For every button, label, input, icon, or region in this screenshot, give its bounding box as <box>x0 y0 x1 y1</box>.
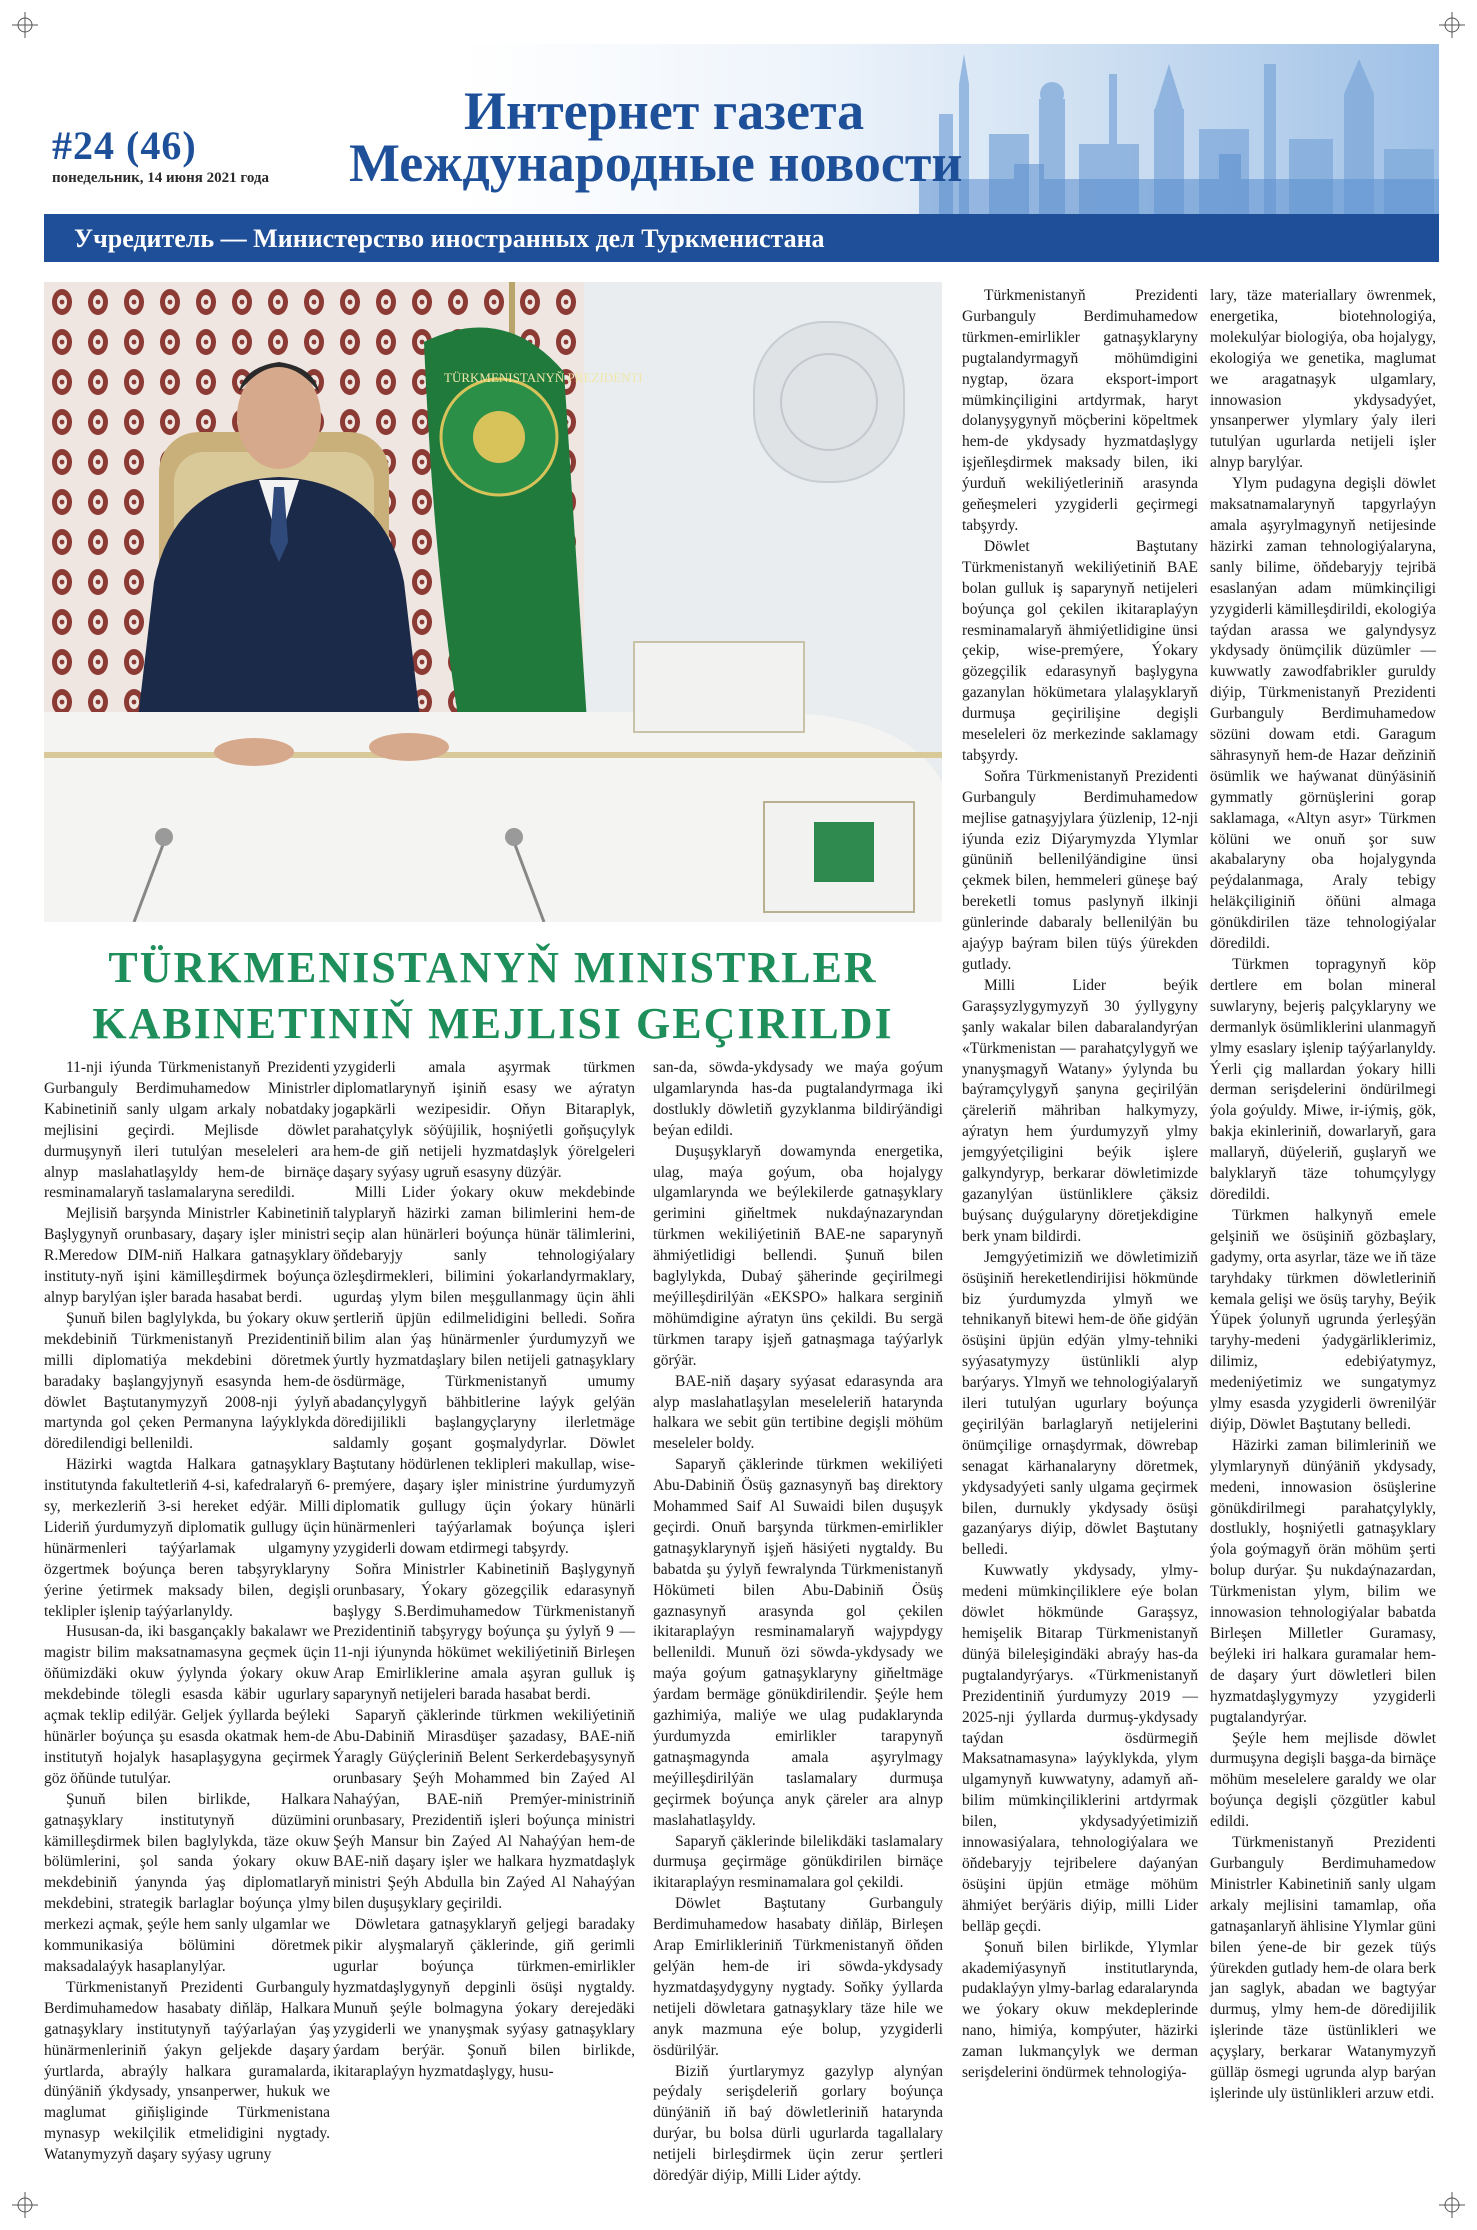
founder-bar <box>44 214 1439 262</box>
paragraph: Milli Lider beýik Garaşsyzlygymyzyň 30 ýyllygyny şanly wakalar bilen dabaralandyrýan «Türkmenistan — parahatçylygyň we ynanyşmagyň Watany» ýylynda bu baýramçylygyň şanyna geçirilýän çäreleriň mähriban halkymyzy, aýratyn hem ýurdumyzyň ylmy jemgyýetçiligini beýik işlere galkyndyryp, berkarar döwletimizde gazanylýan üstünliklere çäksiz buýsanç duýgularyny döretjekdigine berk ynam bildirdi. <box>962 976 1198 1245</box>
paragraph: Ylym pudagyna degişli döwlet maksatnamalarynyň tapgyrlaýyn amala aşyrylmagynyň netijesinde häzirki zaman tehnologiýalaryna, sanly bilime, öňdebaryjy tejribä esaslanýan adam mümkinçiligi yzygiderli kämilleşdirildi, ekologiýa taýdan arassa we galyndysyz ykdysady önümçilik düzümler — kuwwatly zawodfabrikler guruldy diýip, Türkmenistanyň Prezidenti Gurbanguly Berdimuhamedow sözüni dowam etdi. Garagum sährasynyň hem-de Hazar deňziniň ösümlik we haýwanat dünýäsiniň gymmatly görnüşlerini gorap saklamaga, «Altyn asyr» Türkmen kölüni we onuň şor suw akabalaryny oba hojalygynda peýdalanmaga, Araly tebigy heläkçiliginiň öňüni almaga gönükdirilen täze tehnologiýalar döredildi. <box>1210 475 1436 953</box>
masthead-title-line1: Интернет газета <box>464 81 865 141</box>
paragraph: BAE-niň daşary syýasat edarasynda ara alyp maslahatlaşylan meseleleriň hatarynda halkara we sebit gün tertibine degişli möhüm meseleler boldy. <box>653 1372 943 1453</box>
paragraph: Duşuşyklaryň dowamynda energetika, ulag, maýa goýum, oba hojalygy ulgamlarynda we beýlekilerde gatnaşyklary gerimini giňeltmek nukdaýnazaryndan türkmen wekiliýetiniň BAE-ne saparynyň ähmiýetlidigi bellendi. Şunuň bilen baglylykda, Dubaý şäherinde geçirilmegi meýilleşdirilýän «EKSPO» halkara serginiň möhümdigine aýratyn üns çekildi. Bu sergä türkmen tarapy işjeň gatnaşmaga taýýarlyk görýär. <box>653 1142 943 1369</box>
text-column-2 <box>333 1058 635 2082</box>
paragraph: yzygiderli amala aşyrmak türkmen diplomatlarynyň işiniň esasy we aýratyn jogapkärli wezipesidir. Oňyn Bitaraplyk, parahatçylyk söýüjilik, hoşniýetli goňşuçylyk hem-de giň netijeli hyzmatdaşlyk ýörelgeleri daşary syýasy ugruň esasyny düzýär. <box>333 1059 635 1181</box>
paragraph: Türkmen topragynyň köp dertlere em bolan mineral suwlaryny, bejeriş palçyklaryny we dermanlyk ösümliklerini ulanmagyň ylmy esaslary işlenip taýýarlanyldy. Ýerli çig mallardan ýokary hilli derman serişdelerini öndürilmegi ýola goýuldy. Miwe, ir-iýmiş, gök, bakja ekinleriniň, dowarlaryň, gara mallaryň, düýeleriň, guşlaryň we balyklaryň täze tohumçylygy döredildi. <box>1210 956 1436 1203</box>
text-column-5 <box>1210 286 1436 2105</box>
paragraph: Şunuň bilen birlikde, Halkara gatnaşyklary institutynyň düzümini kämilleşdirmek bilen baglylykda, täze okuw bölümlerini, şol sanda ýokary okuw mekdebiniň ýanynda ýaş diplomatlaryň mekdebini, strategik barlaglar boýunça ylmy merkezi açmak, şeýle hem sanly ulgamlar we kommunikasiýa bölümini döretmek maksadalaýyk hasaplanylýar. <box>44 1790 330 1975</box>
paragraph: san-da, söwda-ykdysady we maýa goýum ulgamlarynda has-da pugtalandyrmaga iki dostlukly döwletiň gyzyklanma bildirýändigi beýan edildi. <box>653 1059 943 1139</box>
paragraph: Şunuň bilen baglylykda, bu ýokary okuw mekdebiniň Türkmenistanyň Prezidentiniň milli diplomatiýa mekdebini döretmek baradaky başlangyjynyň esasynda hem-de döwlet Baştutanymyzyň 2008-nji ýylyň martynda gol çeken Permanyna laýyklykda döredilendigi bellenildi. <box>44 1309 330 1453</box>
paragraph: Hususan-da, iki basgançakly bakalawr we magistr bilim maksatnamasyna geçmek üçin öňümizdäki okuw ýylynda ýokary okuw mekdebinde tölegli esasda käbir ugurlary açmak teklip edilýär. Geljek ýyllarda beýleki hünärler boýunça şu esasda okatmak hem-de institutyň hojalyk hasaplaşygyna geçirmek göz öňünde tutulýar. <box>44 1623 330 1787</box>
paragraph: Şonuň bilen birlikde, Ylymlar akademiýasynyň institutlarynda, pudaklaýyn ylmy-barlag edaralarynda we ýokary okuw mekdeplerinde nano, himiýa, kompýuter, häzirki zaman lukmançylyk we derman serişdelerini öndürmek tehnologiýa- <box>962 1938 1198 2082</box>
paragraph: Häzirki zaman bilimleriniň we ylymlarynyň dünýäniň ykdysady, medeni, innowasion ösüşlerine gönükdirilmegi parahatçylykly, dostlukly, hoşniýetli gatnaşyklary ýola goýmagyň örän möhüm şerti bolup durýar. Şu nukdaýnazardan, Türkmenistan ylym, bilim we innowasion tehnologiýalar babatda Birleşen Milletler Guramasy, beýleki iri halkara guramalar hem-de daşary ýurt döwletleri bilen hyzmatdaşlygymyzy yzygiderli pugtalandyrýar. <box>1210 1436 1436 1726</box>
paragraph: Saparyň çäklerinde türkmen wekiliýeti Abu-Dabiniň Ösüş gaznasynyň baş direktory Mohammed Saif Al Suwaidi bilen duşuşyk geçirdi. Onuň barşynda türkmen-emirlikler gatnaşyklarynyň işjeň häsiýeti nygtaldy. Bu babatda şu ýylyň fewralynda Türkmenistanyň Hökümeti bilen Abu-Dabiniň Ösüş gaznasynyň arasynda gol çekilen ikitaraplaýyn resminamalaryň wajypdygy bellenildi. Munuň özi söwda-ykdysady we maýa goýum gatnaşyklaryny giňeltmäge ýardam bermäge gönükdirilendir. Şeýle hem gazhimiýa, maliýe we ulag pudaklarynda ýurdumyzda emirlikler tarapynyň gatnaşmagynda amala aşyrylmagy meýilleşdirilýän taslamalary durmuşa geçirmek boýunça anyk çäreler ara alnyp maslahatlaşyldy. <box>653 1456 943 1829</box>
paragraph: Milli Lider ýokary okuw mekdebinde talyplaryň häzirki zaman bilimlerini hem-de seçip alan hünärleri boýunça hünär tälimlerini, öňdebaryjy sanly tehnologiýalary özleşdirmekleri, bilimini ýokarlandyrmaklary, ugurdaş ylym bilen meşgullanmagy üçin ähli şertleriň üpjün edilmelidigini belledi. Soňra bilim alan ýaş hünärmenler ýurdumyzyň we ýurtly hyzmatdaşlary bilen netijeli gatnaşyklary ösdürmäge, Türkmenistanyň umumy abadançylygyň bähbitlerine laýyk gelýän döredijilikli başlangyçlaryny ilerletmäge saldamly goşant goşmalydyrlar. Döwlet Baştutany hödürlenen teklipleri makullap, wise-premýere, daşary işler ministrine ýurdumyzyň diplomatik gullugy üçin ýokary hünärli hünärmenleri taýýarlamak boýunça işleri yzygiderli dowam etdirmegi tabşyrdy. <box>333 1184 635 1557</box>
paragraph: Häzirki wagtda Halkara gatnaşyklary institutynda fakultetleriň 4-si, kafedralaryň 6-sy, merkezleriň 3-si hereket edýär. Milli Lideriň ýurdumyzyň diplomatik gullugy üçin hünärmenleri taýýarlamak ulgamyny özgertmek boýunça beren tabşyryklaryny ýerine ýetirmek maksady bilen, degişli teklipler işlenip taýýarlanyldy. <box>44 1456 330 1620</box>
issue-number: #24 (46) <box>52 123 197 168</box>
paragraph: Saparyň çäklerinde türkmen wekiliýetiniň Abu-Dabiniň Mirasdüşer şazadasy, BAE-niň Ýaragly Güýçleriniň Belent Serkerdebaşysynyň orunbasary Şeýh Mohammed bin Zaýed Al Nahaýýan, BAE-niň Premýer-ministriniň orunbasary, Prezidentiň işleri boýunça ministri Şeýh Mansur bin Zaýed Al Nahaýýan hem-de BAE-niň daşary işler we halkara hyzmatdaşlyk ministri Şeýh Abdulla bin Zaýed Al Nahaýýan bilen duşuşyklary geçirildi. <box>333 1707 635 1913</box>
paragraph: Jemgyýetimiziň we döwletimiziň ösüşiniň hereketlendirijisi hökmünde biz ýurdumyzda ylmyň we tehnikanyň bitewi hem-de öňe gidýän ösüşini üpjün edýän ylmy-tehniki syýasatymyzy üstünlikli alyp barýarys. Ylmyň we tehnologiýalaryň ileri tutulýan ugurlary boýunça geçirilýän barlaglaryň netijelerini önümçilige ornaşdyrmak, döwrebap senagat kärhanalaryny döretmek, ykdysadyýeti sanly ulgama geçirmek bilen, durnukly ykdysady ösüşi gazanýarys diýip, döwlet Baştutany belledi. <box>962 1248 1198 1559</box>
paragraph: Soňra Türkmenistanyň Prezidenti Gurbanguly Berdimuhamedow mejlise gatnaşyjylara ýüzlenip, 12-nji iýunda eziz Diýarymyzda Ylymlar gününiň bellenilýändigine ünsi çekmek bilen, hemmeleri güneşe baý bereketli tomus paslynyň ilkinji günlerinde dabaraly bellenilýän bu ajaýyp baýram bilen tüýs ýürekden gutlady. <box>962 767 1198 973</box>
flag-text: TÜRKMENISTANYŇ PREZIDENTI <box>444 370 643 385</box>
city-skyline-illustration <box>919 44 1439 214</box>
paragraph: lary, täze materiallary öwrenmek, energetika, biotehnologiýa, molekulýar biologiýa, oba hojalygy, ekologiýa we genetika, maglumat we aragatnaşyk ulgamlary, innowasion ykdysadyýet, ynsanperwer ylymlary ýaly ileri tutulýan ugurlarda netijeli işler alnyp barylýar. <box>1210 287 1436 472</box>
paragraph: Şeýle hem mejlisde döwlet durmuşyna degişli başga-da birnäçe möhüm meselelere garaldy we olar boýunça degişli çözgütler kabul edildi. <box>1210 1729 1436 1831</box>
founder-text: Учредитель — Министерство иностранных дел Туркменистана <box>74 224 825 253</box>
lead-photo <box>44 282 942 922</box>
text-column-3 <box>653 1058 943 2187</box>
issue-date: понедельник, 14 июня 2021 года <box>52 170 269 186</box>
paragraph: Saparyň çäklerinde bilelikdäki taslamalary durmuşa geçirmäge gönükdirilen birnäçe ikitaraplaýyn resminamalara gol çekildi. <box>653 1832 943 1892</box>
text-column-1 <box>44 1058 330 2166</box>
paragraph: 11-nji iýunda Türkmenistanyň Prezidenti Gurbanguly Berdimuhamedow Ministrler Kabinetiniň sanly ulgam arkaly nobatdaky mejlisini geçirdi. Mejlisde döwlet durmuşynyň ileri tutulýan meseleleri ara alnyp maslahatlaşyldy hem-de birnäçe resminamalaryň taslamalaryna seredildi. <box>44 1059 330 1202</box>
paragraph: Biziň ýurtlarymyz gazylyp alynýan peýdaly serişdeleriň gorlary boýunça dünýäniň iň baý döwletleriniň hatarynda durýar, bu bolsa dürli ugurlarda tagallalary netijeli birleşdirmek üçin zerur şertleri döredýär diýip, Milli Lider aýtdy. <box>653 2062 943 2185</box>
text-column-4 <box>962 286 1198 2084</box>
masthead-title-line2: Международные новости <box>349 133 963 193</box>
paragraph: Türkmenistanyň Prezidenti Gurbanguly Berdimuhamedow Ministrler Kabinetiniň sanly ulgam arkaly mejlisini tamamlap, oňa gatnaşanlaryň ählisine Ylymlar güni bilen ýene-de bir gezek tüýs ýürekden gutlady hem-de olara berk jan saglyk, abadan we bagtyýar durmuş, ylmy hem-de döredijilik işlerinde täze üstünlikleri we açyşlary, berkarar Watanymyzyň gülläp ösmegi ugrunda alyp barýan işlerinde uly üstünlikleri arzuw etdi. <box>1210 1834 1436 2102</box>
crop-mark-top-right <box>1439 12 1465 38</box>
paragraph: Mejlisiň barşynda Ministrler Kabinetiniň Başlygynyň orunbasary, daşary işler ministri R.Meredow DIM-niň Halkara gatnaşyklary instituty-nyň işini kämilleşdirmek boýunça alnyp barylýan işler barada hasabat berdi. <box>44 1205 330 1306</box>
masthead <box>44 44 1439 262</box>
paragraph: Soňra Ministrler Kabinetiniň Başlygynyň orunbasary, Ýokary gözegçilik edarasynyň başlygy S.Berdimuhamedow Türkmenistanyň Prezidentiniň tabşyrygy boýunça şu ýylyň 9 — 11-nji iýunynda hökümet wekiliýetiniň Birleşen Arap Emirliklerine amala aşyran gulluk iş saparynyň netijeleri barada hasabat berdi. <box>333 1560 635 1704</box>
paragraph: Türkmenistanyň Prezidenti Gurbanguly Berdimuhamedow hasabaty diňläp, Halkara gatnaşyklary institutynyň taýýarlaýan ýaş hünärmenleriniň ýakyn geljekde daşary ýurtlarda, abraýly halkara guramalarda, dünýäniň ýkdysady, ynsanperwer, hukuk we maglumat giňişliginde Türkmenistana mynasyp wekilçilik etmelidigini nygtady. Watanymyzyň daşary syýasy ugruny <box>44 1978 330 2164</box>
headline-line2: KABINETINIŇ MEJLISI GEÇIRILDI <box>92 999 894 1048</box>
paragraph: Türkmenistanyň Prezidenti Gurbanguly Berdimuhamedow türkmen-emirlikler gatnaşyklaryny pugtalandyrmagyň möhümdigini nygtap, özara eksport-import mümkinçiligini artdyrmak, haryt dolanyşygynyň möçberini köpeltmek hem-de ykdysady hyzmatdaşlygy işjeňleşdirmek maksady bilen, iki ýurduň wekiliýetleriniň arasynda geňeşmeleri yzygiderli geçirmegi tabşyrdy. <box>962 287 1198 534</box>
headline-line1: TÜRKMENISTANYŇ MINISTRLER <box>108 943 878 992</box>
crop-mark-top-left <box>12 12 38 38</box>
paragraph: Döwlet Baştutany Türkmenistanyň wekiliýetiniň BAE bolan gulluk iş saparynyň netijeleri boýunça gol çekilen ikitaraplaýyn resminamalaryň ähmiýetlidigine ünsi çekip, wise-premýere, Ýokary gözegçilik edarasynyň başlygyna gazanylan hökümetara ylalaşyklaryň durmuşa geçirilişine degişli meseleleri öz merkezinde saklamagy tabşyrdy. <box>962 537 1198 764</box>
paragraph: Döwlet Baştutany Gurbanguly Berdimuhamedow hasabaty diňläp, Birleşen Arap Emirlikleriniň Türkmenistanyň öňden gelýän hem-de iri söwda-ykdysady hyzmatdaşydygyny nygtady. Soňky ýyllarda netijeli döwletara gatnaşyklary täze hile we anyk mazmuna eýe bolup, yzygiderli ösdürilýär. <box>653 1895 943 2059</box>
crop-mark-bottom-left <box>12 2192 38 2218</box>
article-headline <box>44 940 942 1052</box>
crop-mark-bottom-right <box>1439 2192 1465 2218</box>
paragraph: Kuwwatly ykdysady, ylmy-medeni mümkinçiliklere eýe bolan döwlet hökmünde Garaşsyz, hemişelik Bitarap Türkmenistanyň dünýä bileleşigindäki abraýy has-da pugtalandyrýarys. «Türkmenistanyň Prezidentiniň ýurdumyzy 2019 — 2025-nji ýyllarda durmuş-ykdysady taýdan ösdürmegiň Maksatnamasyna» laýyklykda, ylym ulgamynyň kuwwatyny, adamyň aň-bilim mümkinçiliklerini artdyrmak bilen, ykdysadyýetimiziň innowasiýalara, tehnologiýalara we öňdebaryjy tejribelere daýanýan ösüşini üpjün etmäge möhüm ähmiýet berýäris diýip, milli Lider belläp geçdi. <box>962 1562 1198 1935</box>
paragraph: Döwletara gatnaşyklaryň geljegi baradaky pikir alyşmalaryň çäklerinde, giň gerimli ugurlar boýunça türkmen-emirlikler hyzmatdaşlygynyň depginli ösüşi nygtaldy. Munuň şeýle bolmagyna ýokary derejedäki yzygiderli we ynanyşmak syýasy gatnaşyklary ýardam berýär. Şonuň bilen birlikde, ikitaraplaýyn hyzmatdaşlygy, husu- <box>333 1916 635 2080</box>
paragraph: Türkmen halkynyň emele gelşiniň we ösüşiniň gözbaşlary, gadymy, orta asyrlar, täze we iň täze taryhdaky türkmen döwletleriniň kemala gelişi we ösüş taryhy, Beýik Ýüpek ýolunyň ugrunda ýerleşýän taryhy-medeni ýadygärliklerimiz, dilimiz, edebiýatymyz, medeniýetimiz we sungatymyz ylmy esasda yzygiderli öwrenilýär diýip, Döwlet Baştutany belledi. <box>1210 1206 1436 1433</box>
